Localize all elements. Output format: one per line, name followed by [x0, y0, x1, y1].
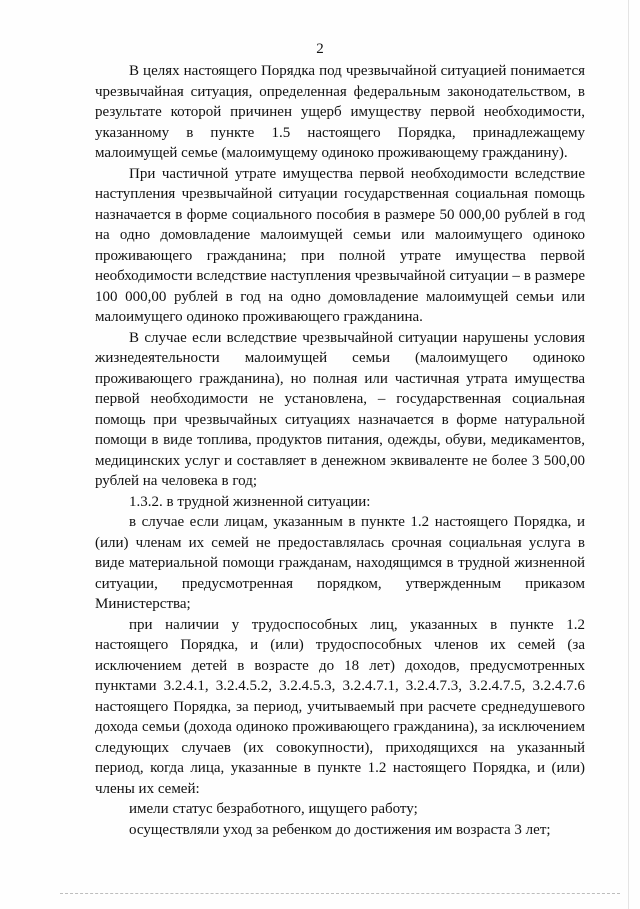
paragraph-no-urgent-service: в случае если лицам, указанным в пункте 1.2 настоящего Порядка, и (или) членам их семей не предоставлялась срочная социальная услуга в виде материальной помощи гражданам, находящимся в трудной жизненной ситуации, предусмотренная порядком, утвержденным приказом Министерства;	[95, 514, 585, 612]
list-item-childcare: осуществляли уход за ребенком до достижения им возраста 3 лет;	[129, 821, 551, 838]
scan-edge-bottom	[60, 893, 620, 894]
paragraph-in-kind-assistance: В случае если вследствие чрезвычайной ситуации нарушены условия жизнедеятельности малоимущей семьи (малоимущего одиноко проживающего гражданина), но полная или частичная утрата имущества первой необходимости не установлена, – государственная социальная помощь при чрезвычайных ситуациях назначается в форме натуральной помощи в виде топлива, продуктов питания, одежды, обуви, медикаментов, медицинских услуг и составляет в денежном эквиваленте не более 3 500,00 рублей на человека в год;	[95, 329, 585, 489]
list-item-unemployed-status: имели статус безработного, ищущего работу;	[129, 801, 418, 817]
page-number: 2	[316, 41, 324, 57]
paragraph-emergency-definition: В целях настоящего Порядка под чрезвычайной ситуацией понимается чрезвычайная ситуация, определенная федеральным законодательством, в результате которой причинен ущерб имуществу первой необходимости, указанному в пункте 1.5 настоящего Порядка, принадлежащему малоимущей семье (малоимущему одиноко проживающему гражданину).	[95, 63, 585, 161]
paragraph-income-conditions: при наличии у трудоспособных лиц, указанных в пункте 1.2 настоящего Порядка, и (или) трудоспособных членов их семей (за исключением детей в возрасте до 18 лет) доходов, предусмотренных пунктами 3.2.4.1, 3.2.4.5.2, 3.2.4.5.3, 3.2.4.7.1, 3.2.4.7.3, 3.2.4.7.5, 3.2.4.7.6 настоящего Порядка, за период, учитываемый при расчете среднедушевого дохода семьи (дохода одиноко проживающего гражданина), за исключением следующих случаев (их совокупности), приходящихся на указанный период, когда лица, указанные в пункте 1.2 настоящего Порядка, и (или) члены их семей:	[95, 616, 585, 797]
document-body	[95, 61, 585, 840]
scan-edge-right	[628, 0, 629, 909]
paragraph-section-1-3-2-heading: 1.3.2. в трудной жизненной ситуации:	[129, 493, 371, 510]
paragraph-property-loss-benefit: При частичной утрате имущества первой необходимости вследствие наступления чрезвычайной ситуации государственная социальная помощь назначается в форме социального пособия в размере 50 000,00 рублей в год на одно домовладение малоимущей семьи или малоимущего одиноко проживающего гражданина; при полной утрате имущества первой необходимости вследствие наступления чрезвычайной ситуации – в размере 100 000,00 рублей в год на одно домовладение малоимущей семьи или малоимущего одиноко проживающего гражданина.	[95, 165, 585, 325]
